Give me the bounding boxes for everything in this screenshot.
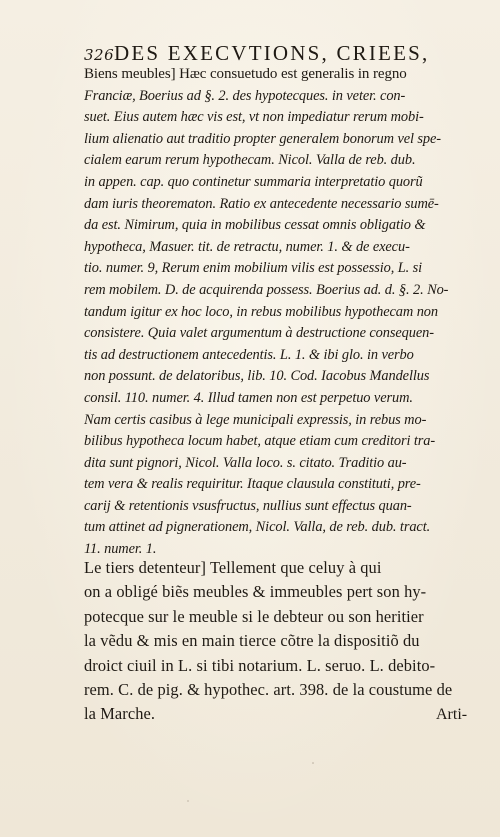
main-line: la Marche. [84,704,156,724]
main-line: droict ciuil in L. si tibi notarium. L. seruo. L. debito- [84,655,436,675]
gloss-line: Nam certis casibus à lege municipali expressis, in rebus mo- [84,411,427,428]
main-line: rem. C. de pig. & hypothec. art. 398. de la coustume de [84,679,453,699]
gloss-line: da est. Nimirum, quia in mobilibus cessat omnis obligatio & [84,217,426,234]
gloss-line: hypotheca, Masuer. tit. de retractu, numer. 1. & de execu- [84,238,410,255]
main-line: la vẽdu & mis en main tierce cõtre la dispositiõ du [84,631,420,651]
gloss-line: carij & retentionis vsusfructus, nullius sunt effectus quan- [84,497,412,514]
gloss-line: tio. numer. 9, Rerum enim mobilium vilis est possessio, L. si [84,260,423,277]
gloss-line: dita sunt pignori, Nicol. Valla loco. s. citato. Traditio au- [84,454,407,471]
page-number: 326 [84,46,115,64]
gloss-line: tandum igitur ex hoc loco, in rebus mobilibus hypothecam non [84,303,438,320]
main-line: Le tiers detenteur] Tellement que celuy à qui [84,558,382,577]
paper-speck [187,800,189,802]
gloss-line: in appen. cap. quo continetur summaria interpretatio quorũ [84,173,423,190]
gloss-line: suet. Eius autem hæc vis est, vt non impediatur rerum mobi- [84,109,424,126]
gloss-line: tis ad destructionem antecedentis. L. 1. & ibi glo. in verbo [84,346,414,363]
gloss-line: dam iuris theorematon. Ratio ex antecedente necessario sumē- [84,195,439,212]
gloss-line: non possunt. de delatoribus, lib. 10. Cod. Iacobus Mandellus [84,368,430,385]
gloss-line: bilibus hypotheca locum habet, atque etiam cum creditori tra- [84,433,436,450]
catchword: Arti- [436,706,468,723]
paper-speck [312,762,314,764]
gloss-line: cialem earum rerum hypothecam. Nicol. Valla de reb. dub. [84,152,416,169]
gloss-line: consil. 110. numer. 4. Illud tamen non est perpetuo verum. [84,389,413,406]
main-paragraph [84,556,464,727]
main-line: potecque sur le meuble si le debteur ou son heritier [84,606,424,626]
gloss-line: rem mobilem. D. de acquirenda possess. Boerius ad. d. §. 2. No- [84,281,449,298]
gloss-line: lium alienatio aut traditio propter generalem bonorum vel spe- [84,130,441,147]
gloss-line: consistere. Quia valet argumentum à destructione consequen- [84,325,434,342]
gloss-line: Biens meubles] Hæc consuetudo est generalis in regno [84,66,407,82]
gloss-line: tum attinet ad pignerationem, Nicol. Valla, de reb. dub. tract. [84,519,431,536]
gloss-line: tem vera & realis requiritur. Itaque clausula constituti, pre- [84,476,421,493]
gloss-line: 11. numer. 1. [84,541,157,558]
gloss-commentary [84,64,462,561]
running-title: DES EXECVTIONS, CRIEES, [114,41,430,65]
main-line: on a obligé biẽs meubles & immeubles pert son hy- [84,582,427,602]
gloss-line: Franciæ, Boerius ad §. 2. des hypotecques. in veter. con- [84,87,406,104]
